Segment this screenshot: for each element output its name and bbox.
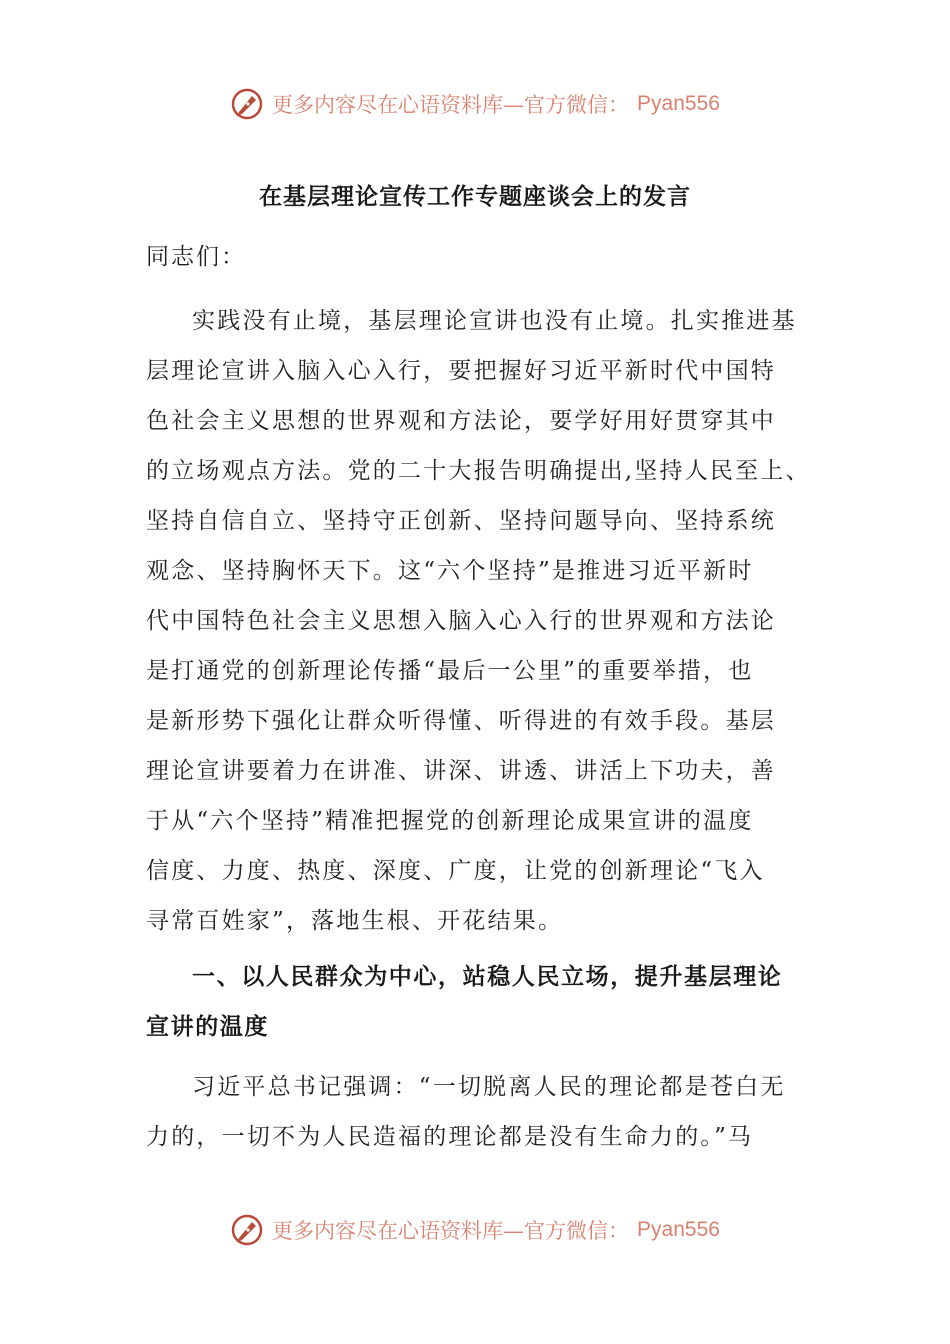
watermark-wechat-id: Pyan556 bbox=[637, 1218, 720, 1241]
paragraph-line: 坚持自信自立、坚持守正创新、坚持问题导向、坚持系统 bbox=[146, 508, 776, 534]
heading-line: 一、以人民群众为中心，站稳人民立场，提升基层理论 bbox=[192, 963, 783, 990]
paragraph-line: 观念、坚持胸怀天下。这“六个坚持”是推进习近平新时 bbox=[146, 558, 754, 584]
paragraph-line: 层理论宣讲入脑入心入行，要把握好习近平新时代中国特 bbox=[146, 358, 776, 384]
pen-nib-logo-icon bbox=[230, 87, 264, 121]
pen-nib-logo-icon bbox=[230, 1213, 264, 1247]
watermark-text: 更多内容尽在心语资料库—官方微信： bbox=[272, 1219, 630, 1243]
paragraph-line: 代中国特色社会主义思想入脑入心入行的世界观和方法论 bbox=[146, 608, 776, 634]
paragraph-1 bbox=[146, 296, 826, 946]
watermark-text: 更多内容尽在心语资料库—官方微信： bbox=[272, 93, 630, 117]
paragraph-line: 是打通党的创新理论传播“最后一公里”的重要举措，也 bbox=[146, 658, 754, 684]
paragraph-line: 于从“六个坚持”精准把握党的创新理论成果宣讲的温度 bbox=[146, 808, 754, 834]
paragraph-line: 理论宣讲要着力在讲准、讲深、讲透、讲活上下功夫，善 bbox=[146, 758, 776, 784]
paragraph-line: 信度、力度、热度、深度、广度，让党的创新理论“飞入 bbox=[146, 858, 765, 884]
paragraph-line: 寻常百姓家”，落地生根、开花结果。 bbox=[146, 908, 564, 934]
paragraph-line: 是新形势下强化让群众听得懂、听得进的有效手段。基层 bbox=[146, 708, 776, 734]
salutation: 同志们： bbox=[146, 244, 246, 270]
section-heading-1 bbox=[146, 952, 826, 1052]
paragraph-line: 习近平总书记强调：“一切脱离人民的理论都是苍白无 bbox=[192, 1074, 786, 1100]
watermark-banner-bottom bbox=[0, 1210, 950, 1250]
document-title: 在基层理论宣传工作专题座谈会上的发言 bbox=[259, 183, 691, 210]
watermark-wechat-id: Pyan556 bbox=[637, 92, 720, 115]
watermark-banner-top bbox=[0, 84, 950, 124]
paragraph-line: 实践没有止境，基层理论宣讲也没有止境。扎实推进基 bbox=[192, 308, 797, 334]
paragraph-line: 的立场观点方法。党的二十大报告明确提出,坚持人民至上、 bbox=[146, 458, 811, 484]
paragraph-2 bbox=[146, 1062, 826, 1162]
heading-line: 宣讲的温度 bbox=[146, 1013, 269, 1040]
paragraph-line: 色社会主义思想的世界观和方法论，要学好用好贯穿其中 bbox=[146, 408, 776, 434]
paragraph-line: 力的，一切不为人民造福的理论都是没有生命力的。”马 bbox=[146, 1124, 754, 1150]
